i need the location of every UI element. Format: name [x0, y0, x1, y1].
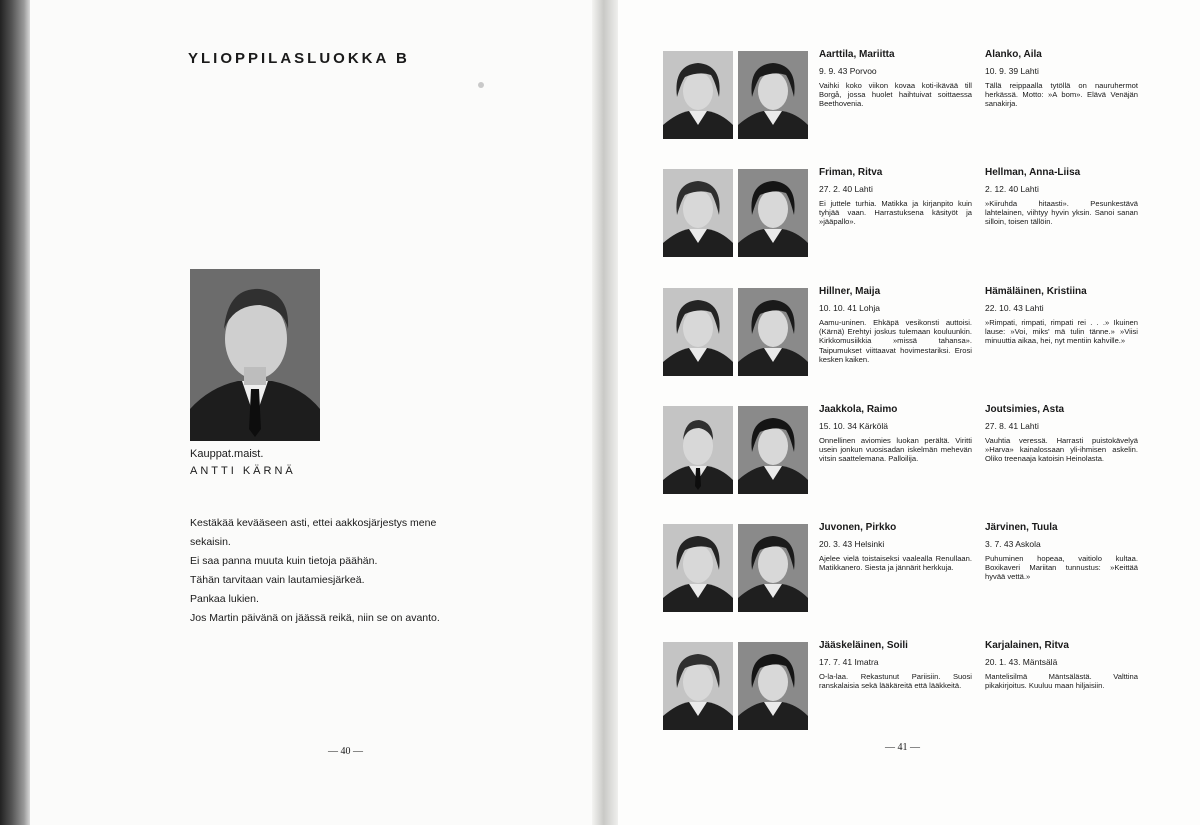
student-photo [663, 288, 733, 376]
student-name: Karjalainen, Ritva [985, 640, 1069, 651]
student-birth: 17. 7. 41 Imatra [819, 657, 879, 667]
book-spine [592, 0, 618, 825]
student-name: Hämäläinen, Kristiina [985, 286, 1087, 297]
student-photo [663, 51, 733, 139]
student-photo [663, 524, 733, 612]
student-description: Puhuminen hopeaa, vaitiolo kultaa. Boxikaveri Mariitan tunnustus: »Keittää hyvää vettä.» [985, 554, 1138, 582]
student-description: »Kiiruhda hitaasti». Pesunkestävä lahtelainen, viihtyy hyvin yksin. Sanoi sanan silloin, toisen tällöin. [985, 199, 1138, 227]
student-description: Ajelee vielä toistaiseksi vaalealla Renullaan. Matikkanero. Siesta ja jännärit herkkuja. [819, 554, 972, 573]
page-title: YLIOPPILASLUOKKA B [188, 50, 410, 67]
student-name: Friman, Ritva [819, 167, 883, 178]
student-photo [738, 524, 808, 612]
student-description: Tällä reippaalla tytöllä on nauruhermot herkässä. Motto: »A bom». Elävä Venäjän sanakirja. [985, 81, 1138, 109]
student-description: Vauhtia veressä. Harrasti puistokävelyä »Harva» kainalossaan yli-ihmisen askelin. Oliko treenaaja katoisin Heinolasta. [985, 436, 1138, 464]
student-birth: 20. 3. 43 Helsinki [819, 539, 885, 549]
student-description: Aamu-uninen. Ehkäpä vesikonsti auttoisi. (Kärnä) Erehtyi joskus tulemaan kouluunkin. Kirkkomusiikkia »missä tahansa». Taipumukset viittaavat hovimestariksi. Erosi kesken kaiken. [819, 318, 972, 364]
student-name: Hellman, Anna-Liisa [985, 167, 1081, 178]
student-name: Järvinen, Tuula [985, 522, 1058, 533]
teacher-portrait [190, 269, 320, 441]
student-photo [738, 406, 808, 494]
student-photo [663, 169, 733, 257]
student-description: Mantelisilmä Mäntsälästä. Valttina pikakirjoitus. Kuuluu maan hiljaisiin. [985, 672, 1138, 691]
quote-line: Ei saa panna muuta kuin tietoja päähän. [190, 555, 378, 567]
student-birth: 9. 9. 43 Porvoo [819, 66, 877, 76]
student-description: Ei juttele turhia. Matikka ja kirjanpito kuin tyhjää vaan. Harrastuksena käsityöt ja »jääpallo». [819, 199, 972, 227]
portrait-title: Kauppat.maist. [190, 448, 264, 460]
student-name: Aarttila, Mariitta [819, 49, 895, 60]
portrait-name: ANTTI KÄRNÄ [190, 465, 296, 477]
student-description: »Rimpati, rimpati, rimpati rei . . .» Ikuinen lause: »Voi, miks' mä tulin tänne.» »Viisi minuuttia aikaa, hei, nyt mentiin kahville.» [985, 318, 1138, 346]
student-birth: 27. 8. 41 Lahti [985, 421, 1039, 431]
student-birth: 3. 7. 43 Askola [985, 539, 1041, 549]
student-photo [738, 288, 808, 376]
student-birth: 27. 2. 40 Lahti [819, 184, 873, 194]
student-name: Hillner, Maija [819, 286, 881, 297]
paper-spot [478, 82, 484, 88]
student-birth: 2. 12. 40 Lahti [985, 184, 1039, 194]
quote-line: Pankaa lukien. [190, 593, 259, 605]
student-name: Alanko, Aila [985, 49, 1042, 60]
student-photo [738, 169, 808, 257]
student-birth: 10. 9. 39 Lahti [985, 66, 1039, 76]
page-number-right: — 41 — [885, 742, 920, 753]
student-name: Joutsimies, Asta [985, 404, 1065, 415]
student-name: Jääskeläinen, Soili [819, 640, 908, 651]
student-birth: 15. 10. 34 Kärkölä [819, 421, 888, 431]
student-birth: 10. 10. 41 Lohja [819, 303, 880, 313]
student-description: Vaihki koko viikon kovaa koti-ikävää till Borgå, jossa huolet haihtuivat soittaessa Beethovenia. [819, 81, 972, 109]
quote-line: Kestäkää kevääseen asti, ettei aakkosjärjestys mene sekaisin. [190, 517, 437, 548]
student-photo [738, 51, 808, 139]
page-number-left: — 40 — [328, 746, 363, 757]
student-description: O-la-laa. Rekastunut Pariisiin. Suosi ranskalaisia sekä lääkäreitä että lääkkeitä. [819, 672, 972, 691]
student-birth: 20. 1. 43. Mäntsälä [985, 657, 1058, 667]
student-photo [663, 406, 733, 494]
book-binding-shadow [0, 0, 30, 825]
student-name: Juvonen, Pirkko [819, 522, 897, 533]
student-photo [663, 642, 733, 730]
student-birth: 22. 10. 43 Lahti [985, 303, 1044, 313]
teacher-quotes [190, 514, 460, 628]
student-name: Jaakkola, Raimo [819, 404, 898, 415]
student-description: Onnellinen aviomies luokan perältä. Viritti usein jonkun vuosisadan iskelmän mehevän vitsin saattelemana. Palloilija. [819, 436, 972, 464]
quote-line: Tähän tarvitaan vain lautamiesjärkeä. [190, 574, 365, 586]
quote-line: Jos Martin päivänä on jäässä reikä, niin se on avanto. [190, 612, 440, 624]
student-photo [738, 642, 808, 730]
